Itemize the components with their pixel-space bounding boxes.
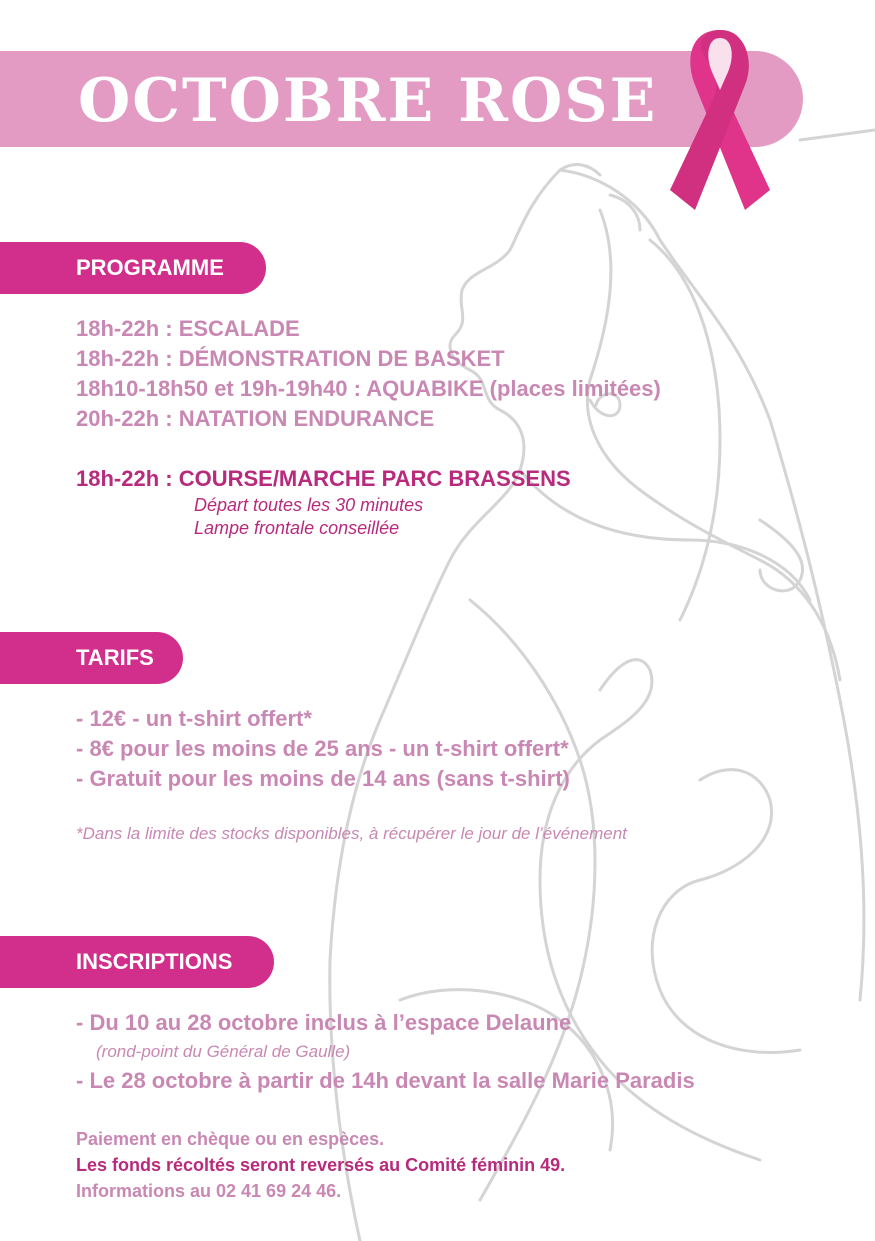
tarif-item: - 12€ - un t-shirt offert* — [76, 706, 312, 731]
section-heading-tarifs: TARIFS — [0, 632, 183, 684]
course-title: 18h-22h : COURSE/MARCHE PARC BRASSENS — [76, 466, 571, 491]
course-detail: Départ toutes les 30 minutes — [194, 495, 424, 515]
page-title: OCTOBRE ROSE — [78, 66, 658, 136]
tarif-item: - Gratuit pour les moins de 14 ans (sans t-shirt) — [76, 766, 570, 791]
course-detail: Lampe frontale conseillée — [194, 518, 400, 538]
pink-ribbon-icon — [660, 20, 780, 220]
programme-item: 18h10-18h50 et 19h-19h40 : AQUABIKE (places limitées) — [76, 376, 661, 401]
funds-info: Les fonds récoltés seront reversés au Comité féminin 49. — [76, 1155, 566, 1175]
contact-info: Informations au 02 41 69 24 46. — [76, 1181, 342, 1201]
inscription-item: - Le 28 octobre à partir de 14h devant la salle Marie Paradis — [76, 1068, 695, 1093]
programme-course — [76, 464, 571, 540]
footer-info — [76, 1126, 565, 1204]
programme-list — [76, 314, 661, 434]
programme-item: 18h-22h : ESCALADE — [76, 316, 300, 341]
section-heading-programme: PROGRAMME — [0, 242, 266, 294]
tarifs-list — [76, 704, 570, 794]
programme-item: 18h-22h : DÉMONSTRATION DE BASKET — [76, 346, 505, 371]
section-heading-inscriptions: INSCRIPTIONS — [0, 936, 274, 988]
tarif-item: - 8€ pour les moins de 25 ans - un t-shirt offert* — [76, 736, 569, 761]
programme-item: 20h-22h : NATATION ENDURANCE — [76, 406, 435, 431]
inscription-location-note: (rond-point du Général de Gaulle) — [96, 1042, 351, 1061]
payment-info: Paiement en chèque ou en espèces. — [76, 1129, 385, 1149]
tarifs-footnote: *Dans la limite des stocks disponibles, à récupérer le jour de l’événement — [76, 824, 627, 843]
inscriptions-list — [76, 1008, 695, 1096]
inscription-item: - Du 10 au 28 octobre inclus à l’espace Delaune — [76, 1010, 572, 1035]
